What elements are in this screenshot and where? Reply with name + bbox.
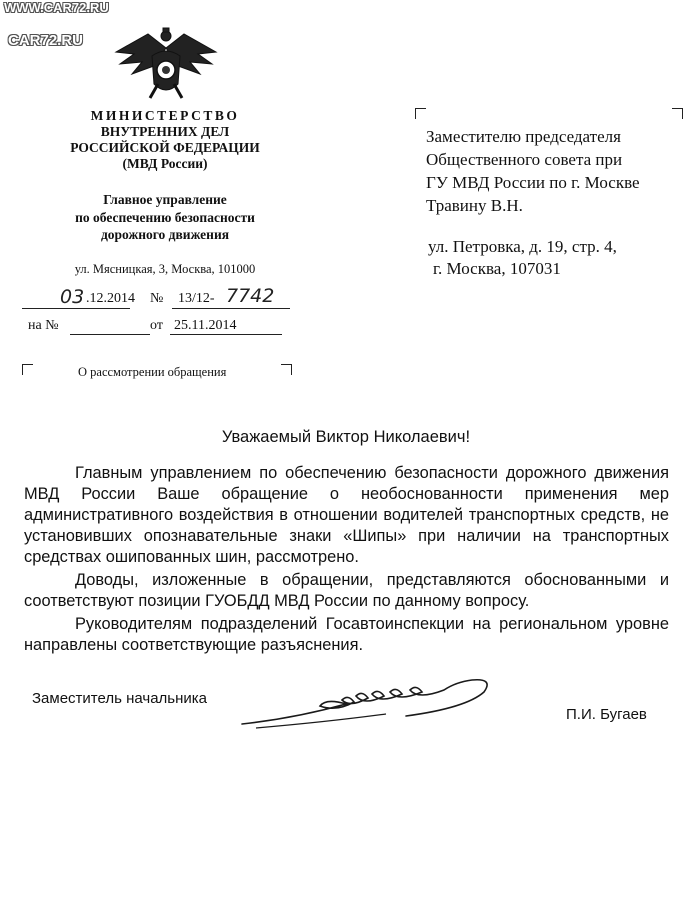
ministry-line: (МВД России)	[122, 156, 208, 171]
bracket-corner	[672, 108, 683, 119]
ministry-line: МИНИСТЕРСТВО	[90, 108, 240, 123]
body-paragraph: Руководителям подразделений Госавтоинспекции на региональном уровне направлены соответствующие разъяснения.	[24, 615, 669, 654]
number-text: 13/12-	[178, 291, 215, 306]
department-line: по обеспечению безопасности	[75, 209, 255, 225]
recipient-address	[428, 236, 617, 280]
body-paragraph: Главным управлением по обеспечению безопасности дорожного движения МВД России Ваше обращение о необоснованности применения мер административного воздействия в отношении водителей транспортных средств, не установивших опознавательные знаки «Шипы» при наличии на транспортных средствах ошипованных шин, рассмотрено.	[24, 464, 669, 566]
watermark-url: WWW.CAR72.RU	[4, 0, 109, 15]
recipient-line: ГУ МВД России по г. Москве	[426, 173, 640, 192]
reference-line	[22, 316, 292, 338]
recipient-line: Общественного совета при	[426, 150, 623, 169]
reference-label: на №	[28, 318, 59, 333]
reference-date: 25.11.2014	[174, 318, 237, 333]
ministry-header	[50, 108, 280, 172]
signatory-position: Заместитель начальника	[32, 690, 208, 707]
number-label: №	[150, 291, 164, 306]
letter-body	[24, 463, 669, 656]
bracket-corner	[281, 364, 292, 375]
handwritten-signature-icon	[236, 668, 498, 732]
ministry-line: РОССИЙСКОЙ ФЕДЕРАЦИИ	[70, 140, 260, 155]
bracket-corner	[415, 108, 426, 119]
eagle-emblem-icon	[112, 26, 220, 102]
date-text: .12.2014	[86, 291, 135, 306]
watermark-logo: CAR72.RU	[8, 32, 84, 49]
recipient-block	[426, 125, 640, 217]
recipient-address-line: ул. Петровка, д. 19, стр. 4,	[428, 237, 617, 256]
department-header	[50, 191, 280, 244]
recipient-line: Заместителю председателя	[426, 127, 621, 146]
department-line: Главное управление	[103, 192, 227, 207]
body-paragraph: Доводы, изложенные в обращении, представляются обоснованными и соответствуют позиции ГУОБДД МВД России по данному вопросу.	[24, 571, 669, 610]
ministry-line: ВНУТРЕННИХ ДЕЛ	[100, 124, 230, 139]
greeting: Уважаемый Виктор Николаевич!	[221, 428, 471, 446]
recipient-line: Травину В.Н.	[426, 196, 523, 215]
recipient-address-line: г. Москва, 107031	[433, 259, 561, 278]
reference-from-label: от	[150, 318, 163, 333]
registration-line	[22, 287, 292, 311]
bracket-corner	[22, 364, 33, 375]
sender-address: ул. Мясницкая, 3, Москва, 101000	[74, 262, 256, 276]
subject-line: О рассмотрении обращения	[78, 365, 227, 379]
handwritten-date: 03	[60, 286, 85, 308]
handwritten-number: 7742	[226, 285, 275, 307]
department-line: дорожного движения	[100, 227, 230, 242]
signatory-name: П.И. Бугаев	[566, 706, 647, 723]
